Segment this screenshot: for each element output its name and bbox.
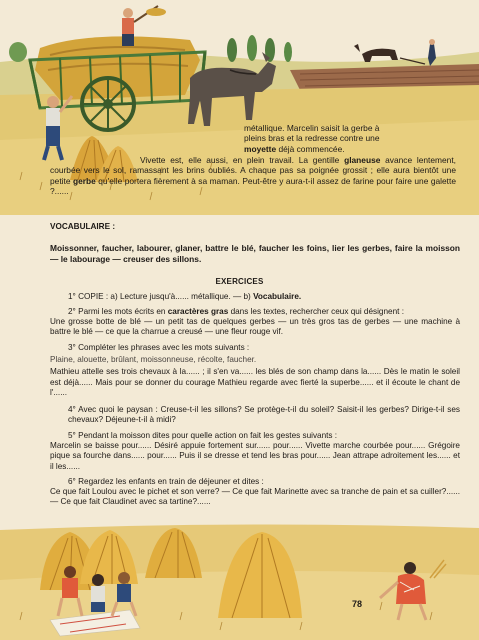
reading-paragraph xyxy=(50,155,456,197)
exercise-3-prompt xyxy=(50,343,460,353)
reading-fragment: avance lentement, courbée vers le sol, ramassant les brins oubliés. A chaque pas sa poignée grossit ; elle aura bientôt une petite xyxy=(50,155,456,186)
exercise-1-bold: Vocabulaire. xyxy=(253,292,302,301)
exercise-text: Avec quoi le paysan : Creuse-t-il les sillons? Se protège-t-il du soleil? Saisit-il les gerbes? Dirige-t-il ses chevaux? Déjeune-t-il à midi? xyxy=(68,405,461,425)
reading-fragment: déjà commencée. xyxy=(276,143,345,154)
exercise-number: 6° xyxy=(68,477,76,486)
reading-fragment: Vivette est, elle aussi, en plein travail. La gentille xyxy=(140,155,345,165)
bold-word-glaneuse: glaneuse xyxy=(344,155,381,165)
exercises-heading: EXERCICES xyxy=(215,277,264,286)
exercise-number: 3° xyxy=(68,343,76,352)
exercise-6-content: Ce que fait Loulou avec le pichet et son verre? — Ce que fait Marinette avec sa tranche de pain et sa cuiller?...... — Ce que fait Claudinet avec sa tartine?...... xyxy=(50,487,460,507)
exercise-number: 1° xyxy=(68,292,76,301)
exercise-2-content: Une grosse botte de blé — un petit tas de quelques gerbes — un très gros tas de gerbes — une machine à battre le blé — ce que la charrue a creusé — une fleur rouge vif. xyxy=(50,317,460,337)
exercise-5-prompt xyxy=(50,431,460,441)
exercise-text: Parmi les mots écrits en xyxy=(78,307,168,316)
exercise-2 xyxy=(50,307,460,338)
page-number: 78 xyxy=(352,599,363,609)
exercise-4 xyxy=(50,405,460,425)
bold-word-moyette: moyette xyxy=(244,143,277,154)
reading-line: pleins bras et la redresse contre une xyxy=(244,133,380,144)
exercise-text: Pendant la moisson dites pour quelle action on fait les gestes suivants : xyxy=(78,431,338,440)
exercise-6 xyxy=(50,477,460,508)
exercise-number: 4° xyxy=(68,405,76,414)
exercise-text: COPIE : a) Lecture jusqu'à...... métallique. — b) xyxy=(78,292,254,301)
exercise-6-prompt xyxy=(50,477,460,487)
exercise-text: Compléter les phrases avec les mots suivants : xyxy=(78,343,250,352)
reading-text-part2 xyxy=(50,155,456,197)
reading-line xyxy=(244,144,456,154)
bold-word-gerbe: gerbe xyxy=(72,175,96,186)
exercise-2-prompt xyxy=(50,307,460,317)
exercise-1 xyxy=(50,292,460,302)
exercise-3 xyxy=(50,343,460,398)
exercise-number: 2° xyxy=(68,307,76,316)
exercise-text: Regardez les enfants en train de déjeuner et dites : xyxy=(78,477,264,486)
exercise-3-word-list: Plaine, alouette, brûlant, moissonneuse, récolte, faucher. xyxy=(50,355,257,365)
exercise-number: 5° xyxy=(68,431,76,440)
reading-text-part1 xyxy=(244,123,456,154)
picnic-haystacks-illustration xyxy=(0,520,479,640)
exercise-2-bold: caractères gras xyxy=(167,307,229,316)
exercise-3-content: Mathieu attelle ses trois chevaux à la...... ; il s'en va...... les blés de son champ dans la...... Dès le matin le soleil est déjà...... Mais pour se donner du courage Mathieu regarde avec fierté la superbe...... et il écoute le chant de l'...... xyxy=(50,367,460,397)
exercise-1-prompt xyxy=(50,292,460,302)
exercise-5 xyxy=(50,431,460,472)
vocabulary-heading: VOCABULAIRE : xyxy=(50,222,116,231)
reading-line: métallique. Marcelin saisit la gerbe à xyxy=(244,123,380,133)
vocabulary-list: Moissonner, faucher, labourer, glaner, battre le blé, faucher les foins, lier les gerbes, faire la moisson — le labourage — creuser des sillons. xyxy=(50,243,460,264)
exercise-4-prompt xyxy=(50,405,460,425)
exercise-5-content: Marcelin se baisse pour...... Désiré appuie fortement sur...... pour...... Vivette marche courbée pour...... Grégoire pique sa fourche dans...... pour...... Puis il se dresse et tend les bras pour...... Jean attrape adroitement les...... et il les...... xyxy=(50,441,460,471)
exercise-text: dans les textes, rechercher ceux qui désignent : xyxy=(228,307,404,316)
reading-fragment: qu'elle portera fièrement à sa maman. Peut-être y aura-t-il assez de farine pour faire une galette ?...... xyxy=(50,175,456,197)
